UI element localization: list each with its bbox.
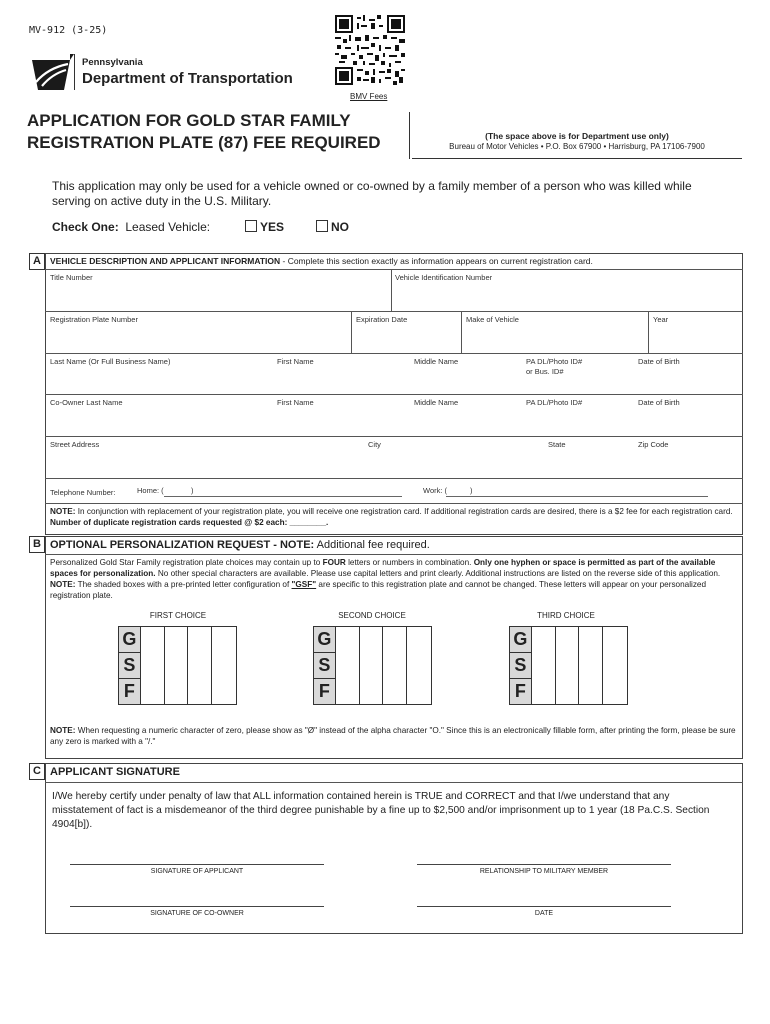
section-c-frame [45, 763, 743, 934]
row-divider [45, 311, 743, 312]
preprinted-letters [119, 627, 141, 704]
character-box[interactable] [603, 627, 627, 704]
para-4: The shaded boxes with a pre-printed letter configuration of [75, 580, 292, 589]
zero-note-text: When requesting a numeric character of zero, please show as "Ø" instead of the alpha character "O." Since this is an electronically fillable form, after printing the form, please be sure any zero is marked with a "/." [50, 726, 736, 746]
co-owner-first-name-label: First Name [277, 398, 314, 407]
section-a-title [50, 256, 593, 266]
plate-number-input[interactable] [46, 325, 350, 352]
make-input[interactable] [462, 325, 647, 352]
home-phone-label: Home: ( [137, 486, 164, 495]
section-b-title-bold: OPTIONAL PERSONALIZATION REQUEST - NOTE: [50, 539, 315, 551]
certification-text: I/We hereby certify under penalty of law that ALL information contained herein is TRUE and CORRECT and that I/we understand that any misstatement of fact is a misdemeanor of the third degree punishable by a fine up to $2,500 and/or imprisonment up to 1 year (18 Pa.C.S. Section 4904[b]). [52, 791, 710, 830]
title-number-label: Title Number [50, 273, 93, 282]
title-divider [409, 112, 410, 159]
check-one-row [52, 220, 210, 234]
para-1-bold: FOUR [322, 558, 346, 567]
applicant-signature-label: SIGNATURE OF APPLICANT [150, 868, 244, 875]
character-box[interactable] [532, 627, 556, 704]
preprinted-s: S [119, 653, 140, 679]
third-choice-label: THIRD CHOICE [537, 611, 595, 620]
org-state: Pennsylvania [82, 57, 143, 68]
row-divider [45, 782, 743, 783]
make-label: Make of Vehicle [466, 315, 519, 324]
department-line [412, 158, 742, 159]
para-2: letters or numbers in combination. [345, 558, 474, 567]
year-input[interactable] [649, 325, 742, 352]
para-3: No other special characters are available. Please use capital letters and print clearly. Additional instructions are listed on the reverse side of this application. [155, 569, 721, 578]
section-b-title-rest: Additional fee required. [314, 539, 430, 551]
zero-note-label: NOTE: [50, 726, 76, 735]
logo-divider [74, 54, 75, 90]
row-divider [45, 269, 743, 270]
section-a-note-label: NOTE: [50, 507, 76, 516]
character-box[interactable] [188, 627, 212, 704]
work-phone-label: Work: ( [423, 486, 448, 495]
second-choice-label: SECOND CHOICE [338, 611, 406, 620]
check-one-label: Check One: [52, 220, 119, 234]
duplicate-cards-field[interactable]: Number of duplicate registration cards requested @ $2 each: ________. [50, 518, 329, 527]
row-divider [45, 478, 743, 479]
character-box[interactable] [407, 627, 431, 704]
vin-label: Vehicle Identification Number [395, 273, 493, 282]
co-owner-middle-name-label: Middle Name [414, 398, 459, 407]
intro-text: This application may only be used for a vehicle owned or co-owned by a family member of a person who was killed while serving on active duty in the U.S. Military. [52, 179, 692, 208]
relationship-line[interactable] [417, 864, 671, 865]
home-phone-input[interactable] [164, 496, 402, 497]
date-label: DATE [534, 910, 554, 917]
first-choice-plate [118, 626, 237, 705]
preprinted-f: F [514, 681, 526, 701]
character-box[interactable] [212, 627, 236, 704]
work-phone-input[interactable] [446, 496, 708, 497]
expiration-label: Expiration Date [356, 315, 408, 324]
keystone-logo-icon [30, 52, 80, 92]
section-a-letter: A [29, 253, 45, 270]
character-box[interactable] [165, 627, 189, 704]
second-choice-plate [313, 626, 432, 705]
para-2-bold: Only one hyphen or space is permitted as part of the available spaces for personalization. [50, 558, 716, 578]
form-title-line2: REGISTRATION PLATE (87) FEE REQUIRED [27, 133, 381, 152]
qr-code-icon [335, 15, 405, 85]
row-divider [45, 353, 743, 354]
work-phone-close: ) [470, 486, 473, 495]
section-a-note-text: In conjunction with replacement of your registration plate, you will receive one registration card. If additional registration cards are desired, there is a $2 fee for each registration card. [75, 507, 733, 516]
zip-label: Zip Code [638, 440, 669, 449]
first-name-label: First Name [277, 357, 314, 366]
row-divider [45, 436, 743, 437]
co-owner-signature-label: SIGNATURE OF CO-OWNER [150, 910, 244, 917]
section-a-title-rest: - Complete this section exactly as information appears on current registration card. [280, 256, 593, 266]
character-box[interactable] [556, 627, 580, 704]
org-department: Department of Transportation [82, 70, 293, 87]
dl-id-label: PA DL/Photo ID# [526, 357, 583, 366]
form-id: MV-912 (3-25) [29, 25, 108, 36]
row-divider [45, 554, 743, 555]
address-input[interactable] [46, 452, 742, 477]
preprinted-letters [510, 627, 532, 704]
section-c-title: APPLICANT SIGNATURE [50, 766, 180, 778]
character-box[interactable] [141, 627, 165, 704]
street-address-label: Street Address [50, 440, 100, 449]
telephone-label: Telephone Number: [50, 488, 116, 497]
bus-id-label: or Bus. ID# [526, 367, 564, 376]
co-owner-dob-label: Date of Birth [638, 398, 680, 407]
vin-input[interactable] [392, 283, 742, 310]
plate-number-label: Registration Plate Number [50, 315, 138, 324]
row-divider [45, 394, 743, 395]
middle-name-label: Middle Name [414, 357, 459, 366]
character-box[interactable] [579, 627, 603, 704]
section-b-letter: B [29, 536, 45, 553]
preprinted-s: S [314, 653, 335, 679]
title-number-input[interactable] [46, 283, 390, 310]
home-phone-close: ) [191, 486, 194, 495]
character-box[interactable] [383, 627, 407, 704]
para-1: Personalized Gold Star Family registration plate choices may contain up to [50, 558, 323, 567]
leased-yes-checkbox[interactable] [245, 220, 257, 232]
date-line[interactable] [417, 906, 671, 907]
department-use-note: (The space above is for Department use only) [485, 131, 669, 141]
preprinted-g: G [119, 627, 140, 653]
dob-label: Date of Birth [638, 357, 680, 366]
leased-no-label: NO [331, 220, 349, 234]
preprinted-letters [314, 627, 336, 704]
applicant-name-input[interactable] [46, 377, 742, 394]
section-a-note [50, 506, 740, 528]
leased-vehicle-label: Leased Vehicle: [125, 220, 211, 234]
leased-yes-label: YES [260, 220, 285, 234]
relationship-label: RELATIONSHIP TO MILITARY MEMBER [479, 868, 609, 875]
expiration-input[interactable] [352, 325, 460, 352]
character-box[interactable] [336, 627, 360, 704]
bmv-fees-label: BMV Fees [350, 92, 388, 101]
zero-note [50, 725, 740, 747]
preprinted-s: S [510, 653, 531, 679]
personalization-instructions [50, 557, 740, 601]
preprinted-g: G [314, 627, 335, 653]
year-label: Year [653, 315, 669, 324]
co-owner-dl-label: PA DL/Photo ID# [526, 398, 583, 407]
co-owner-input[interactable] [46, 410, 742, 435]
para-3-bold: NOTE: [50, 580, 76, 589]
leased-no-checkbox[interactable] [316, 220, 328, 232]
state-label: State [548, 440, 566, 449]
preprinted-f: F [318, 681, 330, 701]
character-box[interactable] [360, 627, 384, 704]
applicant-signature-line[interactable] [70, 864, 324, 865]
preprinted-g: G [510, 627, 531, 653]
preprinted-f: F [123, 681, 135, 701]
third-choice-plate [509, 626, 628, 705]
para-5: are specific to this registration plate and cannot be changed. These letters will appear on your personalized registration plate. [50, 580, 707, 600]
section-a-title-bold: VEHICLE DESCRIPTION AND APPLICANT INFORMATION [50, 256, 281, 266]
bureau-address: Bureau of Motor Vehicles • P.O. Box 67900 • Harrisburg, PA 17106-7900 [449, 142, 705, 151]
co-owner-last-name-label: Co-Owner Last Name [50, 398, 123, 407]
row-divider [45, 503, 743, 504]
para-4-bold: "GSF" [291, 580, 317, 589]
last-name-label: Last Name (Or Full Business Name) [50, 357, 171, 366]
first-choice-label: FIRST CHOICE [149, 611, 207, 620]
city-label: City [368, 440, 381, 449]
section-b-title [50, 539, 430, 551]
section-c-letter: C [29, 763, 45, 780]
form-title-line1: APPLICATION FOR GOLD STAR FAMILY [27, 111, 351, 130]
co-owner-signature-line[interactable] [70, 906, 324, 907]
